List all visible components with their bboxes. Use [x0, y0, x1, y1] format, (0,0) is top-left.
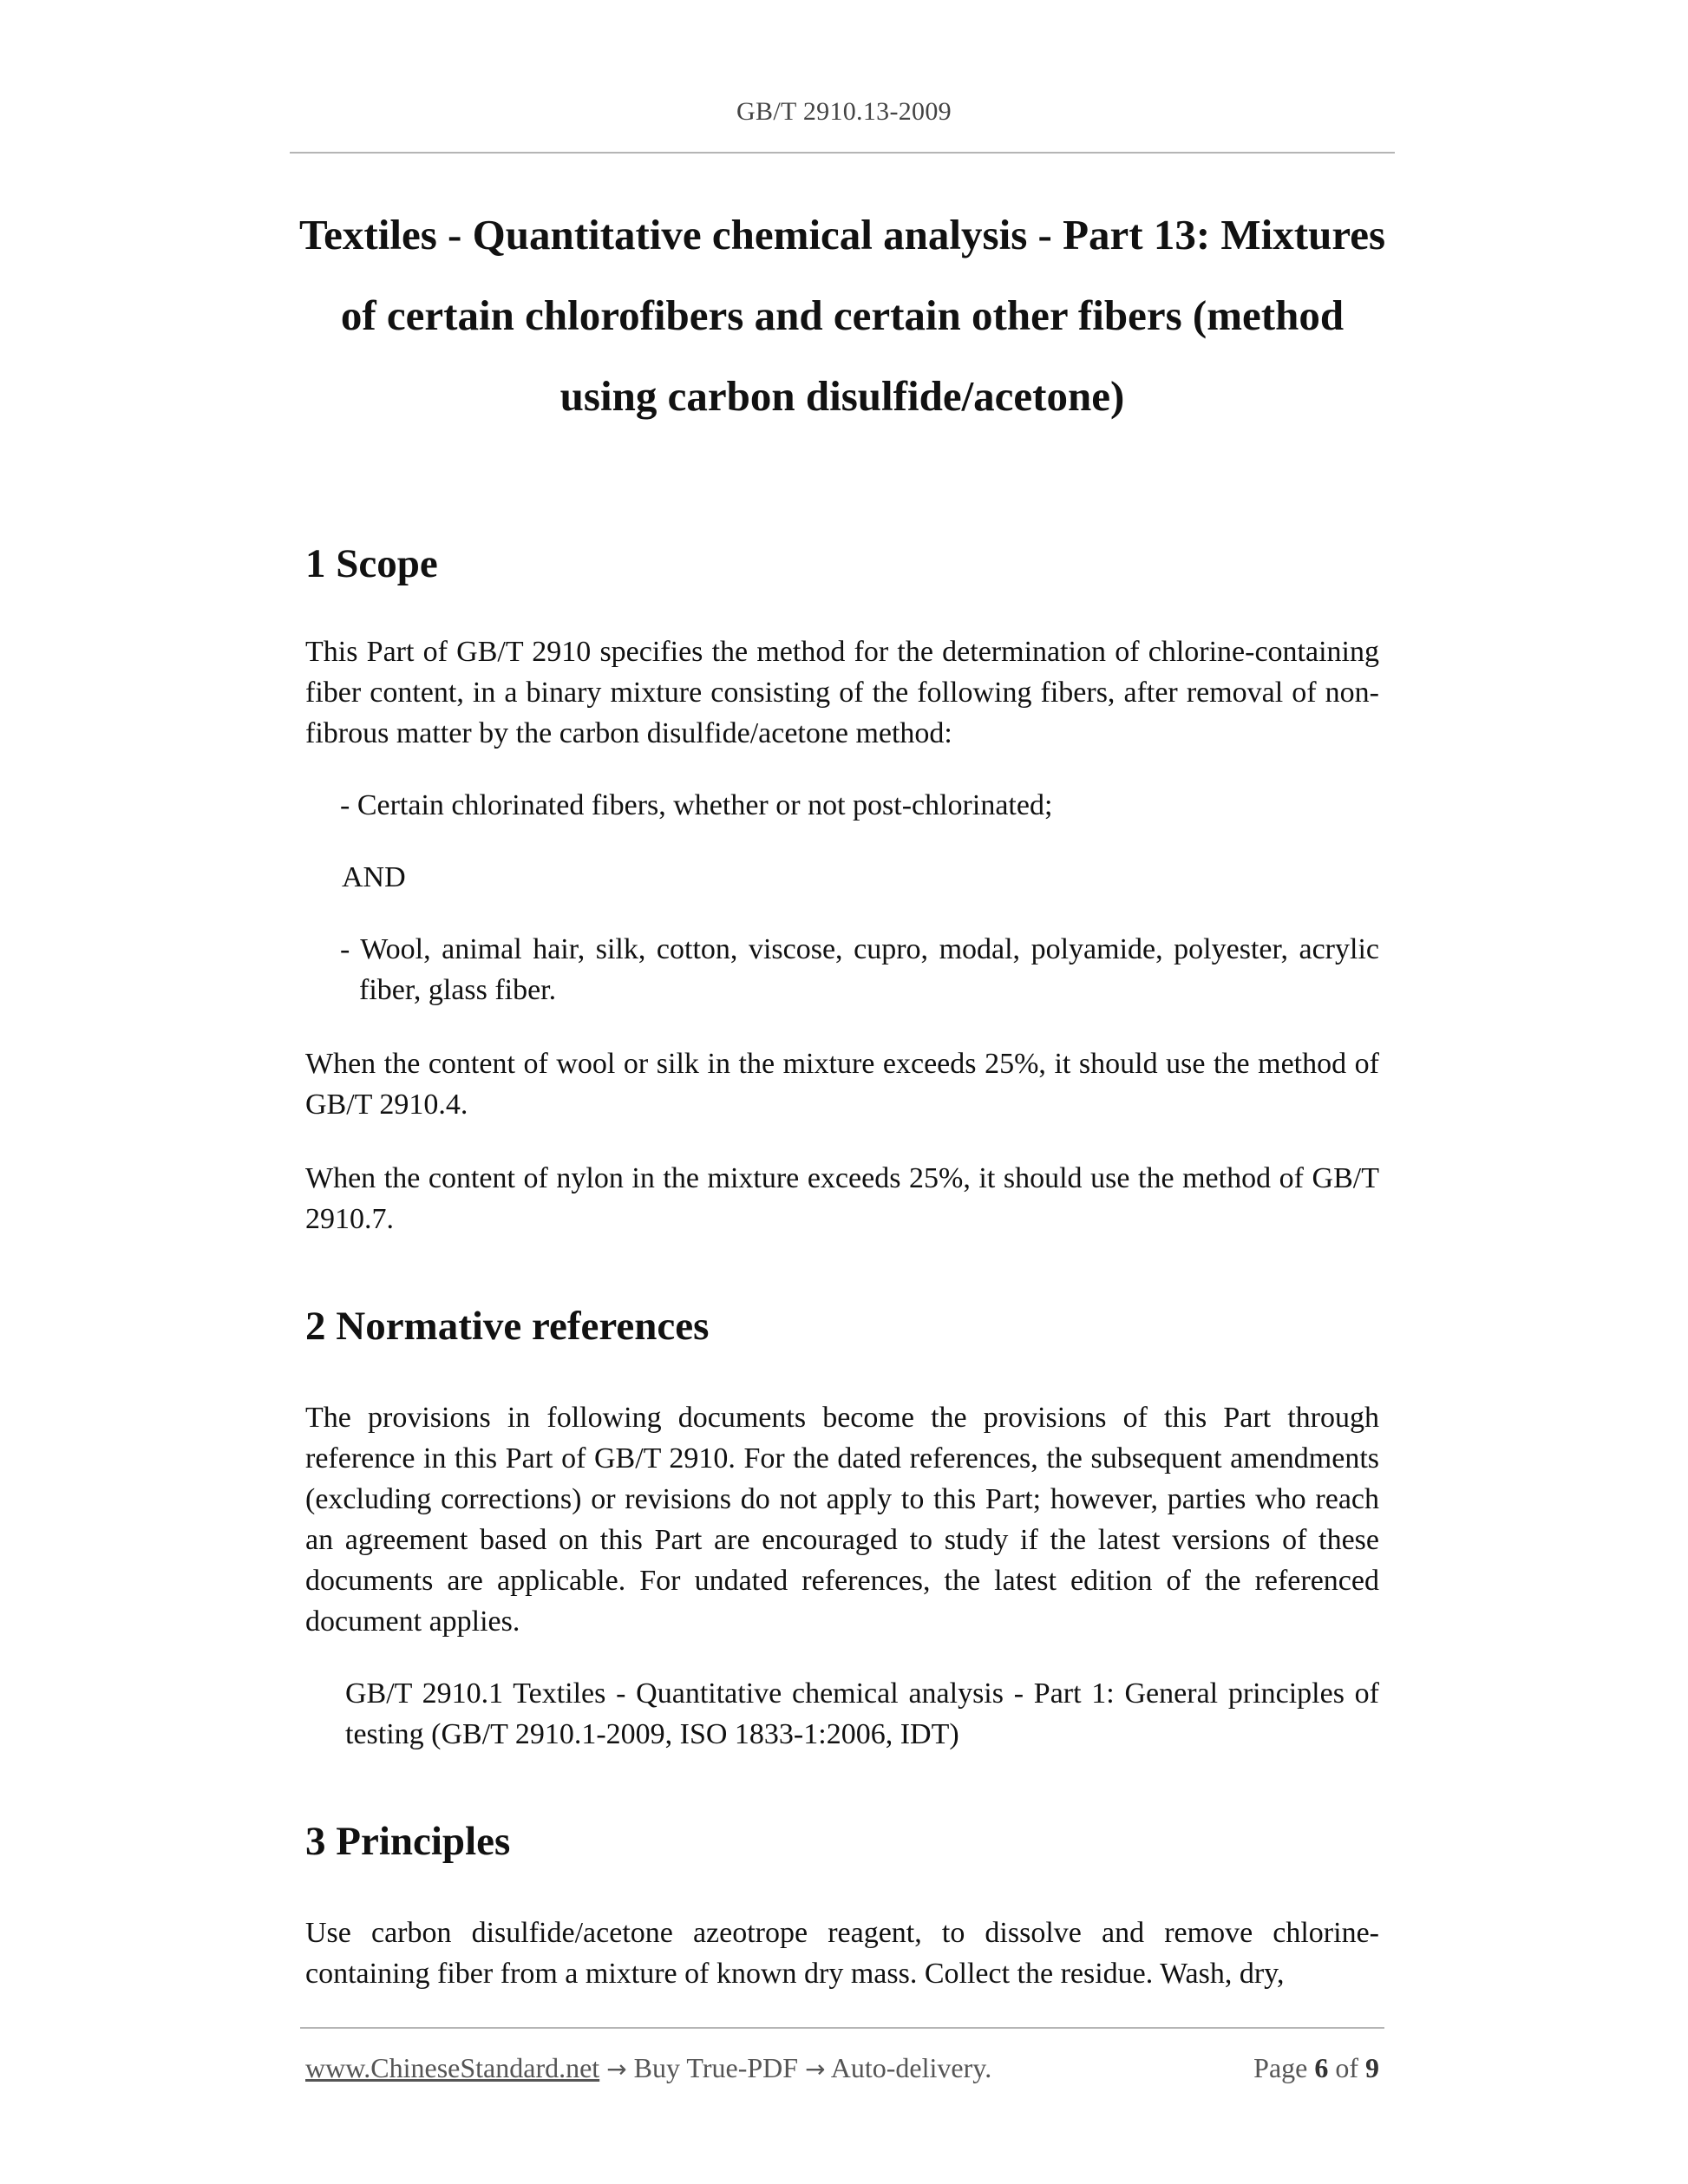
- header-divider: [290, 152, 1395, 154]
- scope-and-connector: AND: [342, 861, 406, 893]
- total-pages-number: 9: [1365, 2052, 1379, 2083]
- buy-true-pdf-text: Buy True-PDF: [633, 2052, 799, 2083]
- scope-note-nylon: When the content of nylon in the mixture exceeds 25%, it should use the method of GB/T 2910.7.: [305, 1162, 1379, 1235]
- title-line-2: of certain chlorofibers and certain other fibers (method: [340, 291, 1345, 339]
- page-label: Page: [1253, 2052, 1308, 2083]
- scope-intro-paragraph: This Part of GB/T 2910 specifies the method for the determination of chlorine-containing fiber content, in a binary mixture consisting of the following fibers, after removal of non-fibrous matter by the carbon disulfide/acetone method:: [305, 636, 1379, 749]
- document-body: [305, 538, 1379, 1994]
- website-link[interactable]: www.ChineseStandard.net: [305, 2052, 600, 2083]
- arrow-right-icon: →: [805, 2055, 826, 2083]
- of-label: of: [1335, 2052, 1358, 2083]
- section-normative-references: [305, 1300, 1379, 1755]
- document-title: [290, 194, 1395, 436]
- arrow-right-icon: →: [606, 2055, 627, 2083]
- scope-list-item-chlorinated: - Certain chlorinated fibers, whether or not post-chlorinated;: [340, 789, 1053, 821]
- title-line-3: using carbon disulfide/acetone): [559, 372, 1125, 420]
- footer-divider: [300, 2027, 1384, 2029]
- scope-list-item-other-fibers: - Wool, animal hair, silk, cotton, viscose, cupro, modal, polyamide, polyester, acrylic fiber, glass fiber.: [340, 933, 1379, 1006]
- scope-note-wool-silk: When the content of wool or silk in the mixture exceeds 25%, it should use the method of GB/T 2910.4.: [305, 1048, 1379, 1121]
- running-header: GB/T 2910.13-2009: [736, 97, 952, 126]
- normative-body-paragraph: The provisions in following documents become the provisions of this Part through reference in this Part of GB/T 2910. For the dated references, the subsequent amendments (excluding corrections) or revisions do not apply to this Part; however, parties who reach an agreement based on this Part are encouraged to study if the latest versions of these documents are applicable. For undated references, the latest edition of the referenced document applies.: [305, 1402, 1379, 1638]
- principles-body-paragraph: Use carbon disulfide/acetone azeotrope reagent, to dissolve and remove chlorine-containing fiber from a mixture of known dry mass. Collect the residue. Wash, dry,: [305, 1917, 1379, 1990]
- title-line-1: Textiles - Quantitative chemical analysis - Part 13: Mixtures: [298, 211, 1386, 258]
- current-page-number: 6: [1314, 2052, 1329, 2083]
- page-indicator: [1253, 2049, 1379, 2087]
- page-footer: [305, 2049, 1379, 2089]
- section-principles: [305, 1815, 1379, 1994]
- normative-reference-item: GB/T 2910.1 Textiles - Quantitative chemical analysis - Part 1: General principles of testing (GB/T 2910.1-2009, ISO 1833-1:2006, IDT): [345, 1677, 1379, 1750]
- section-heading-scope: 1 Scope: [305, 541, 438, 586]
- auto-delivery-text: Auto-delivery.: [830, 2052, 992, 2083]
- section-scope: [305, 538, 1379, 1239]
- section-heading-principles: 3 Principles: [305, 1819, 511, 1864]
- section-heading-normative: 2 Normative references: [305, 1304, 710, 1349]
